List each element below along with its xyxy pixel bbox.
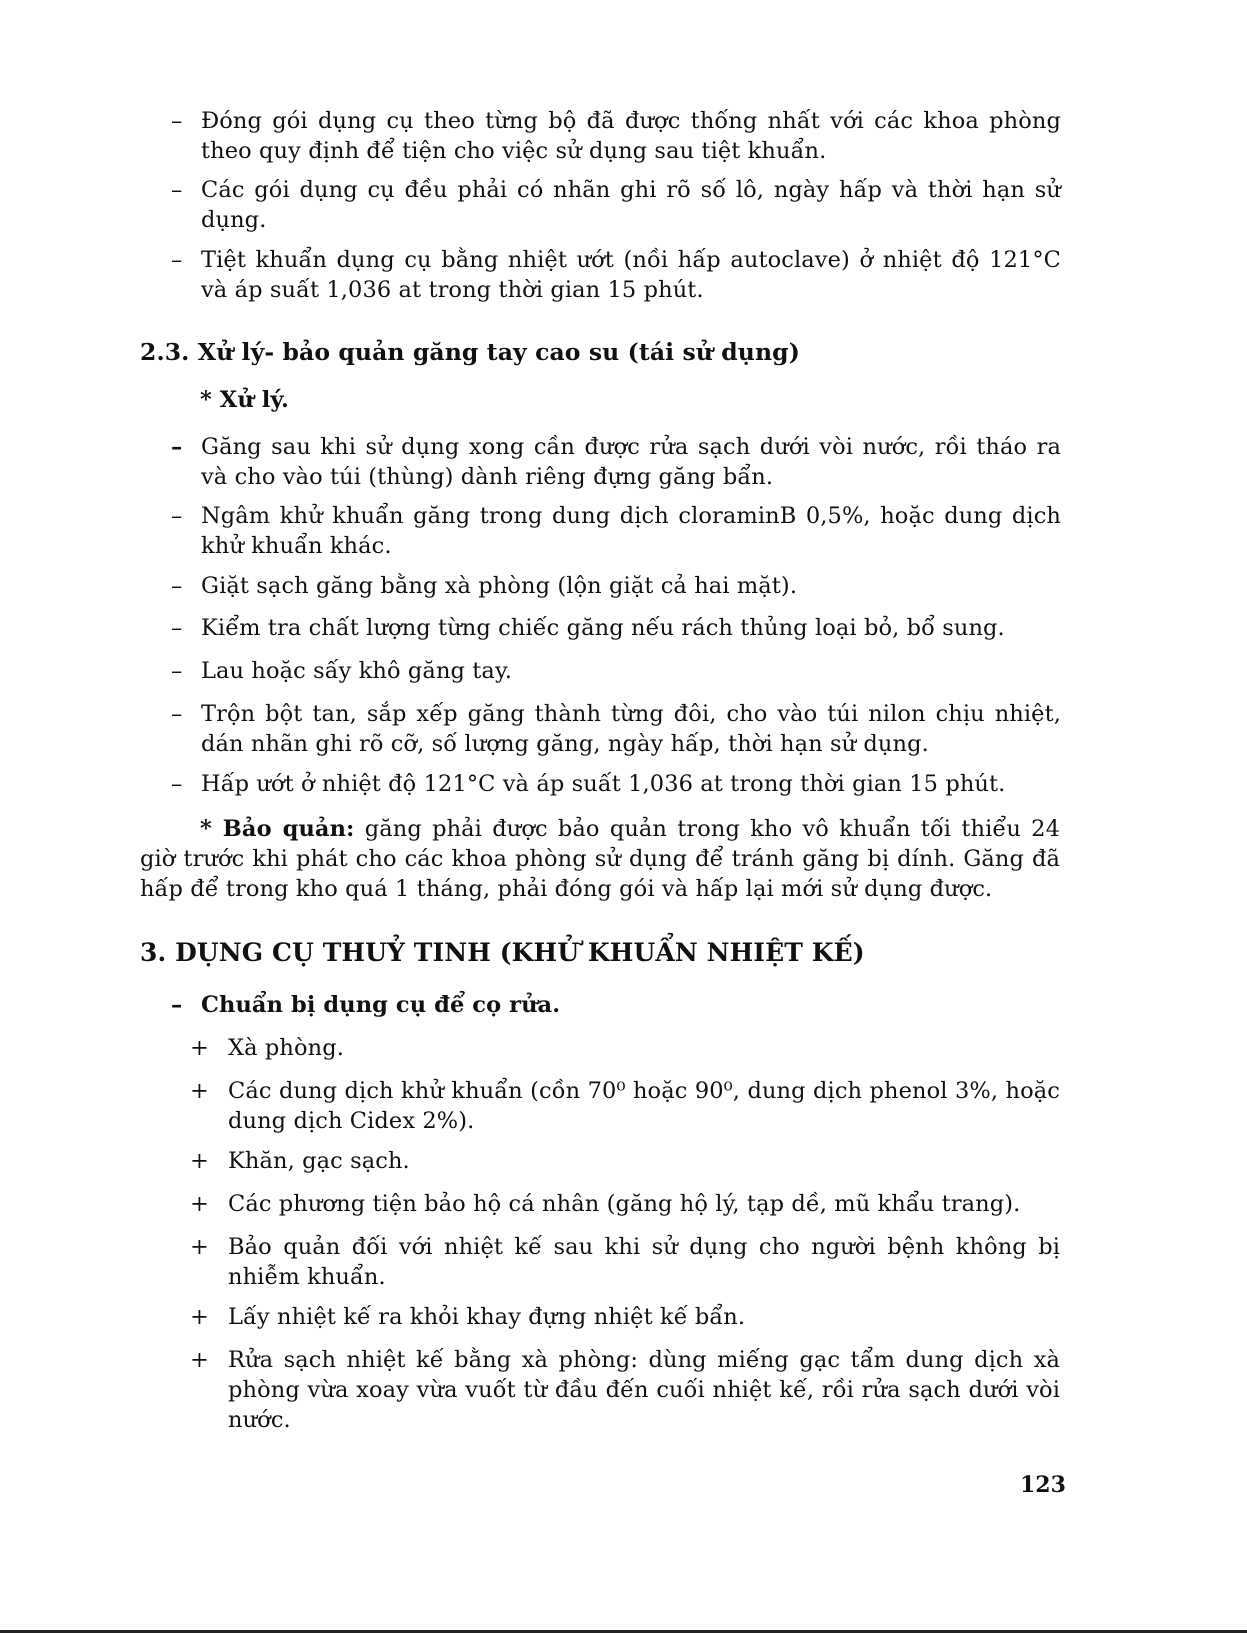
list-item — [171, 432, 1061, 492]
plus-bullet: + — [190, 1234, 209, 1260]
dash-bullet: – — [171, 108, 183, 134]
dash-bullet: – — [171, 771, 183, 797]
list-item — [171, 501, 1061, 561]
sub-list-item-text: Bảo quản đối với nhiệt kế sau khi sử dụng cho người bệnh không bị nhiễm khuẩn. — [228, 1234, 1060, 1290]
page-number: 123 — [1020, 1472, 1066, 1498]
sub-list-item-text: Các dung dịch khử khuẩn (cồn 70⁰ hoặc 90⁰, dung dịch phenol 3%, hoặc dung dịch Cidex 2%). — [228, 1078, 1060, 1134]
list-item — [171, 769, 1061, 799]
dash-bullet: – — [171, 658, 183, 684]
dash-bullet: – — [171, 503, 183, 529]
list-item — [171, 990, 1061, 1020]
list-item — [171, 699, 1061, 759]
dash-bullet: – — [171, 177, 183, 203]
plus-bullet: + — [190, 1347, 209, 1373]
sub-list-item — [190, 1345, 1060, 1435]
dash-bullet: – — [171, 247, 183, 273]
dash-bullet: – — [171, 434, 183, 460]
list-item — [171, 656, 1061, 686]
list-item — [171, 245, 1061, 305]
list-item-text: Kiểm tra chất lượng từng chiếc găng nếu rách thủng loại bỏ, bổ sung. — [201, 615, 1005, 641]
baoquan-label: * Bảo quản: — [200, 816, 355, 842]
sub-list-item — [190, 1146, 1060, 1176]
list-item-text: Tiệt khuẩn dụng cụ bằng nhiệt ướt (nồi hấp autoclave) ở nhiệt độ 121°C và áp suất 1,036 at trong thời gian 15 phút. — [201, 247, 1061, 303]
list-item-text: Trộn bột tan, sắp xếp găng thành từng đôi, cho vào túi nilon chịu nhiệt, dán nhãn ghi rõ cỡ, số lượng găng, ngày hấp, thời hạn sử dụng. — [201, 701, 1061, 757]
list-item-text: Chuẩn bị dụng cụ để cọ rửa. — [201, 992, 561, 1018]
baoquan-text: găng phải được bảo quản trong kho vô khuẩn tối thiểu 24 giờ trước khi phát cho các khoa phòng sử dụng để tránh găng bị dính. Găng đã hấp để trong kho quá 1 tháng, phải đóng gói và hấp lại mới sử dụng được. — [140, 816, 1060, 902]
sub-list-item — [190, 1302, 1060, 1332]
plus-bullet: + — [190, 1148, 209, 1174]
sub-list-item-text: Xà phòng. — [228, 1035, 344, 1061]
list-item-text: Đóng gói dụng cụ theo từng bộ đã được thống nhất với các khoa phòng theo quy định để tiện cho việc sử dụng sau tiệt khuẩn. — [201, 108, 1061, 164]
list-item — [171, 571, 1061, 601]
dash-bullet: – — [171, 615, 183, 641]
sub-list-item — [190, 1189, 1060, 1219]
xuly-label: * Xử lý. — [200, 387, 289, 413]
section-heading: 3. DỤNG CỤ THUỶ TINH (KHỬ KHUẨN NHIỆT KẾ) — [140, 938, 865, 967]
list-item-text: Lau hoặc sấy khô găng tay. — [201, 658, 513, 684]
plus-bullet: + — [190, 1078, 209, 1104]
list-item — [171, 175, 1061, 235]
sub-list-item-text: Lấy nhiệt kế ra khỏi khay đựng nhiệt kế bẩn. — [228, 1304, 746, 1330]
dash-bullet: – — [171, 701, 183, 727]
list-item — [171, 613, 1061, 643]
section-heading: 2.3. Xử lý- bảo quản găng tay cao su (tái sử dụng) — [140, 338, 800, 366]
list-item — [171, 106, 1061, 166]
sub-list-item — [190, 1076, 1060, 1136]
plus-bullet: + — [190, 1304, 209, 1330]
list-item-text: Các gói dụng cụ đều phải có nhãn ghi rõ số lô, ngày hấp và thời hạn sử dụng. — [201, 177, 1061, 233]
list-item-text: Giặt sạch găng bằng xà phòng (lộn giặt cả hai mặt). — [201, 573, 798, 599]
sub-list-item — [190, 1232, 1060, 1292]
sub-list-item-text: Khăn, gạc sạch. — [228, 1148, 410, 1174]
list-item-text: Găng sau khi sử dụng xong cần được rửa sạch dưới vòi nước, rồi tháo ra và cho vào túi (thùng) dành riêng đựng găng bẩn. — [201, 434, 1061, 490]
list-item-text: Hấp ướt ở nhiệt độ 121°C và áp suất 1,036 at trong thời gian 15 phút. — [201, 771, 1006, 797]
sub-list-item-text: Các phương tiện bảo hộ cá nhân (găng hộ lý, tạp dề, mũ khẩu trang). — [228, 1191, 1021, 1217]
plus-bullet: + — [190, 1035, 209, 1061]
baoquan-paragraph — [140, 814, 1060, 904]
list-item-text: Ngâm khử khuẩn găng trong dung dịch cloraminB 0,5%, hoặc dung dịch khử khuẩn khác. — [201, 503, 1061, 559]
sub-list-item — [190, 1033, 1060, 1063]
sub-list-item-text: Rửa sạch nhiệt kế bằng xà phòng: dùng miếng gạc tẩm dung dịch xà phòng vừa xoay vừa vuốt từ đầu đến cuối nhiệt kế, rồi rửa sạch dưới vòi nước. — [228, 1347, 1060, 1433]
dash-bullet: – — [171, 573, 183, 599]
plus-bullet: + — [190, 1191, 209, 1217]
dash-bullet: – — [171, 992, 183, 1018]
